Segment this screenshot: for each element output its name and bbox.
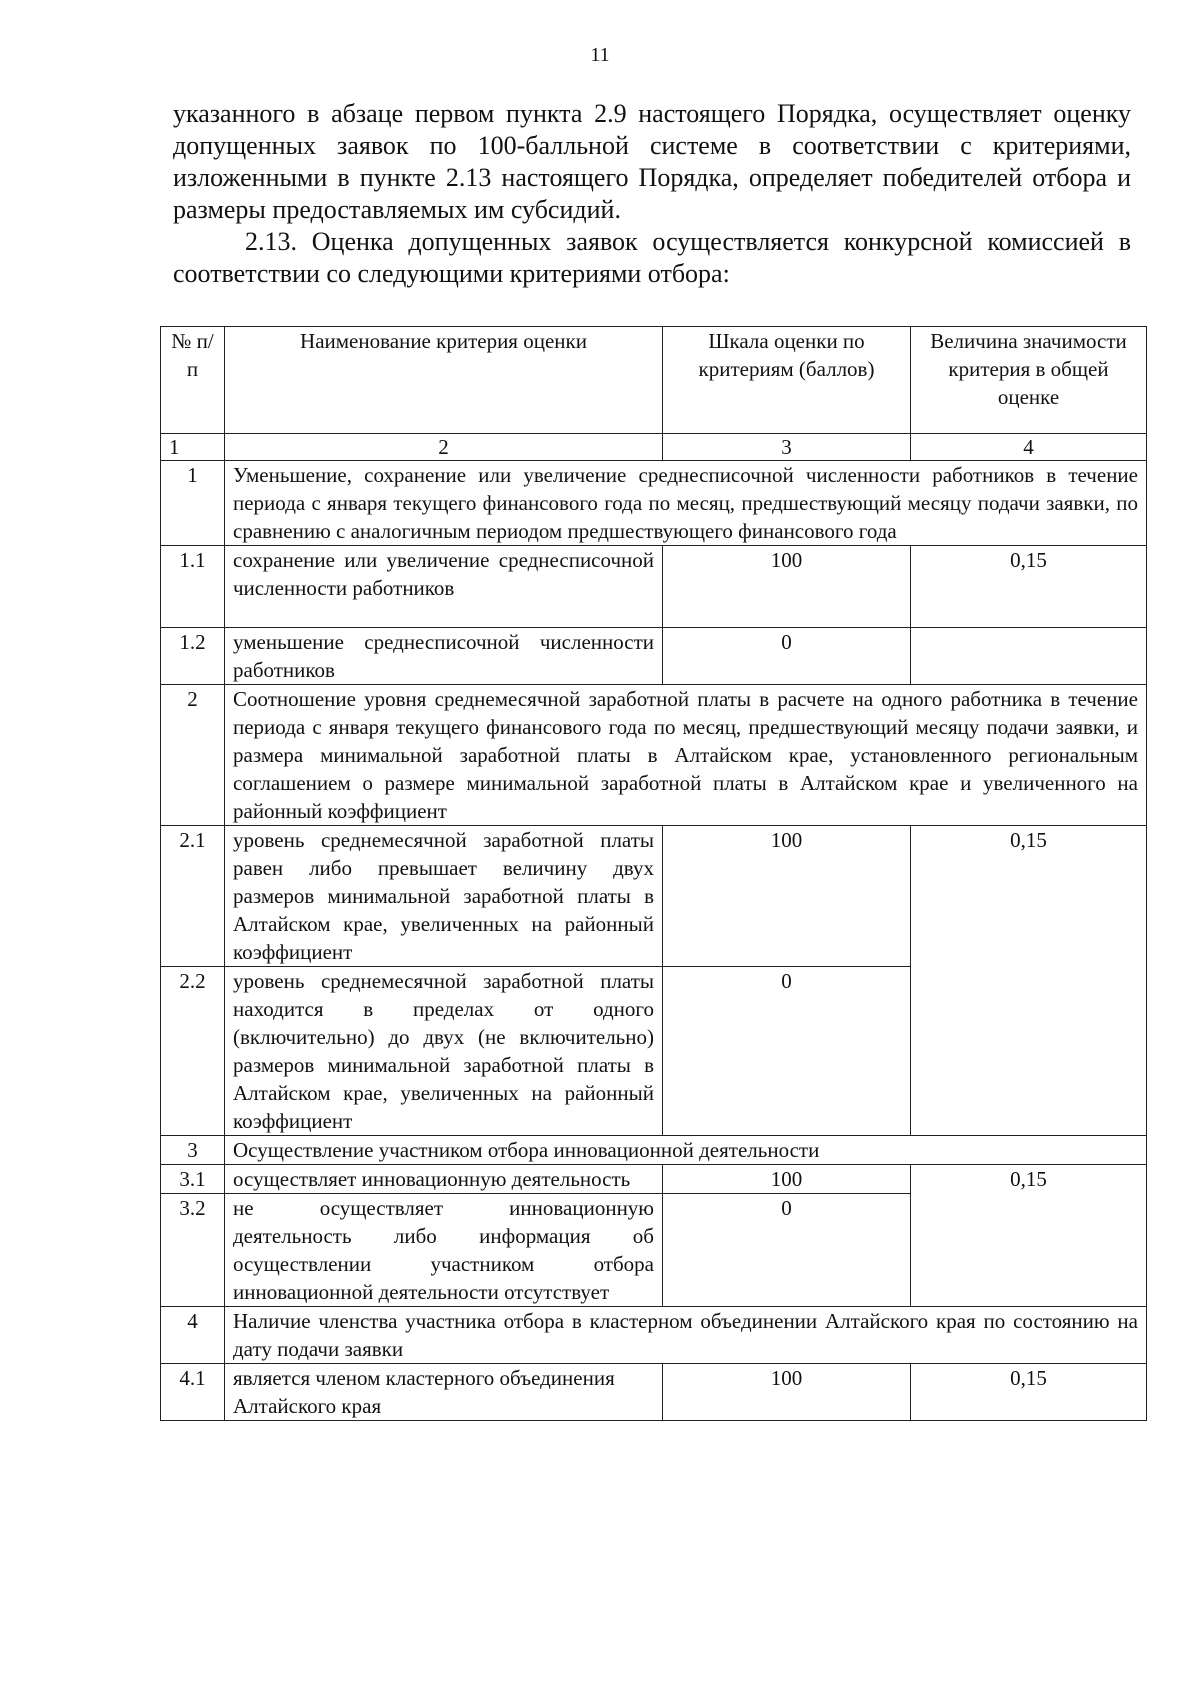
header-num: № п/п	[161, 327, 225, 434]
row-number: 2.2	[161, 967, 225, 1136]
intro-text	[173, 98, 1131, 290]
criterion-option: не осуществляет инновационную деятельность либо информация об осуществлении участником отбора инновационной деятельности отсутствует	[225, 1194, 663, 1307]
weight-value: 0,15	[911, 1364, 1147, 1421]
header-name: Наименование критерия оценки	[225, 327, 663, 434]
weight-empty	[911, 967, 1147, 1136]
criterion-title: Уменьшение, сохранение или увеличение среднесписочной численности работников в течение периода с января текущего финансового года по месяц, предшествующий месяцу подачи заявки, по сравнению с аналогичным периодом предшествующего финансового года	[225, 461, 1147, 546]
row-number: 3	[161, 1136, 225, 1165]
table-row	[161, 461, 1147, 546]
table-row	[161, 546, 1147, 628]
table-row	[161, 1165, 1147, 1194]
row-number: 4.1	[161, 1364, 225, 1421]
criteria-table	[160, 326, 1147, 1421]
weight-empty	[911, 628, 1147, 685]
table-row	[161, 1364, 1147, 1421]
intro-paragraph-2: 2.13. Оценка допущенных заявок осуществляется конкурсной комиссией в соответствии со следующими критериями отбора:	[173, 227, 1131, 288]
score-value: 100	[663, 826, 911, 967]
criterion-option: осуществляет инновационную деятельность	[225, 1165, 663, 1194]
column-number: 1	[161, 434, 225, 461]
column-number-row	[161, 434, 1147, 461]
row-number: 1.2	[161, 628, 225, 685]
header-scale: Шкала оценки по критериям (баллов)	[663, 327, 911, 434]
column-number: 4	[911, 434, 1147, 461]
weight-value: 0,15	[911, 546, 1147, 628]
row-number: 1.1	[161, 546, 225, 628]
score-value: 0	[663, 1194, 911, 1307]
table-row	[161, 967, 1147, 1136]
table-row	[161, 1194, 1147, 1307]
score-value: 0	[663, 628, 911, 685]
criterion-option: сохранение или увеличение среднесписочной численности работников	[225, 546, 663, 628]
criterion-title: Осуществление участником отбора инновационной деятельности	[225, 1136, 1147, 1165]
criterion-title: Наличие членства участника отбора в кластерном объединении Алтайского края по состоянию на дату подачи заявки	[225, 1307, 1147, 1364]
table-row	[161, 685, 1147, 826]
column-number: 3	[663, 434, 911, 461]
criterion-option: уровень среднемесячной заработной платы равен либо превышает величину двух размеров минимальной заработной платы в Алтайском крае, увеличенных на районный коэффициент	[225, 826, 663, 967]
score-value: 0	[663, 967, 911, 1136]
row-number: 3.2	[161, 1194, 225, 1307]
weight-value: 0,15	[911, 1165, 1147, 1194]
row-number: 1	[161, 461, 225, 546]
table-row	[161, 826, 1147, 967]
row-number: 4	[161, 1307, 225, 1364]
criterion-title: Соотношение уровня среднемесячной заработной платы в расчете на одного работника в течение периода с января текущего финансового года по месяц, предшествующий месяцу подачи заявки, и размера минимальной заработной платы в Алтайском крае, установленного региональным соглашением о размере минимальной заработной платы в Алтайском крае и увеличенного на районный коэффициент	[225, 685, 1147, 826]
table-row	[161, 628, 1147, 685]
table-row	[161, 1307, 1147, 1364]
weight-value: 0,15	[911, 826, 1147, 967]
column-number: 2	[225, 434, 663, 461]
header-weight: Величина значимости критерия в общей оценке	[911, 327, 1147, 434]
page-number: 11	[590, 44, 610, 66]
score-value: 100	[663, 1165, 911, 1194]
weight-empty	[911, 1194, 1147, 1307]
intro-paragraph-1: указанного в абзаце первом пункта 2.9 настоящего Порядка, осуществляет оценку допущенных заявок по 100-балльной системе в соответствии с критериями, изложенными в пункте 2.13 настоящего Порядка, определяет победителей отбора и размеры предоставляемых им субсидий.	[173, 99, 1131, 224]
row-number: 2.1	[161, 826, 225, 967]
table-row	[161, 1136, 1147, 1165]
criterion-option: уровень среднемесячной заработной платы находится в пределах от одного (включительно) до двух (не включительно) размеров минимальной заработной платы в Алтайском крае, увеличенных на районный коэффициент	[225, 967, 663, 1136]
row-number: 3.1	[161, 1165, 225, 1194]
criterion-option: уменьшение среднесписочной численности работников	[225, 628, 663, 685]
score-value: 100	[663, 1364, 911, 1421]
row-number: 2	[161, 685, 225, 826]
score-value: 100	[663, 546, 911, 628]
table-header-row	[161, 327, 1147, 434]
criterion-option: является членом кластерного объединения Алтайского края	[225, 1364, 663, 1421]
